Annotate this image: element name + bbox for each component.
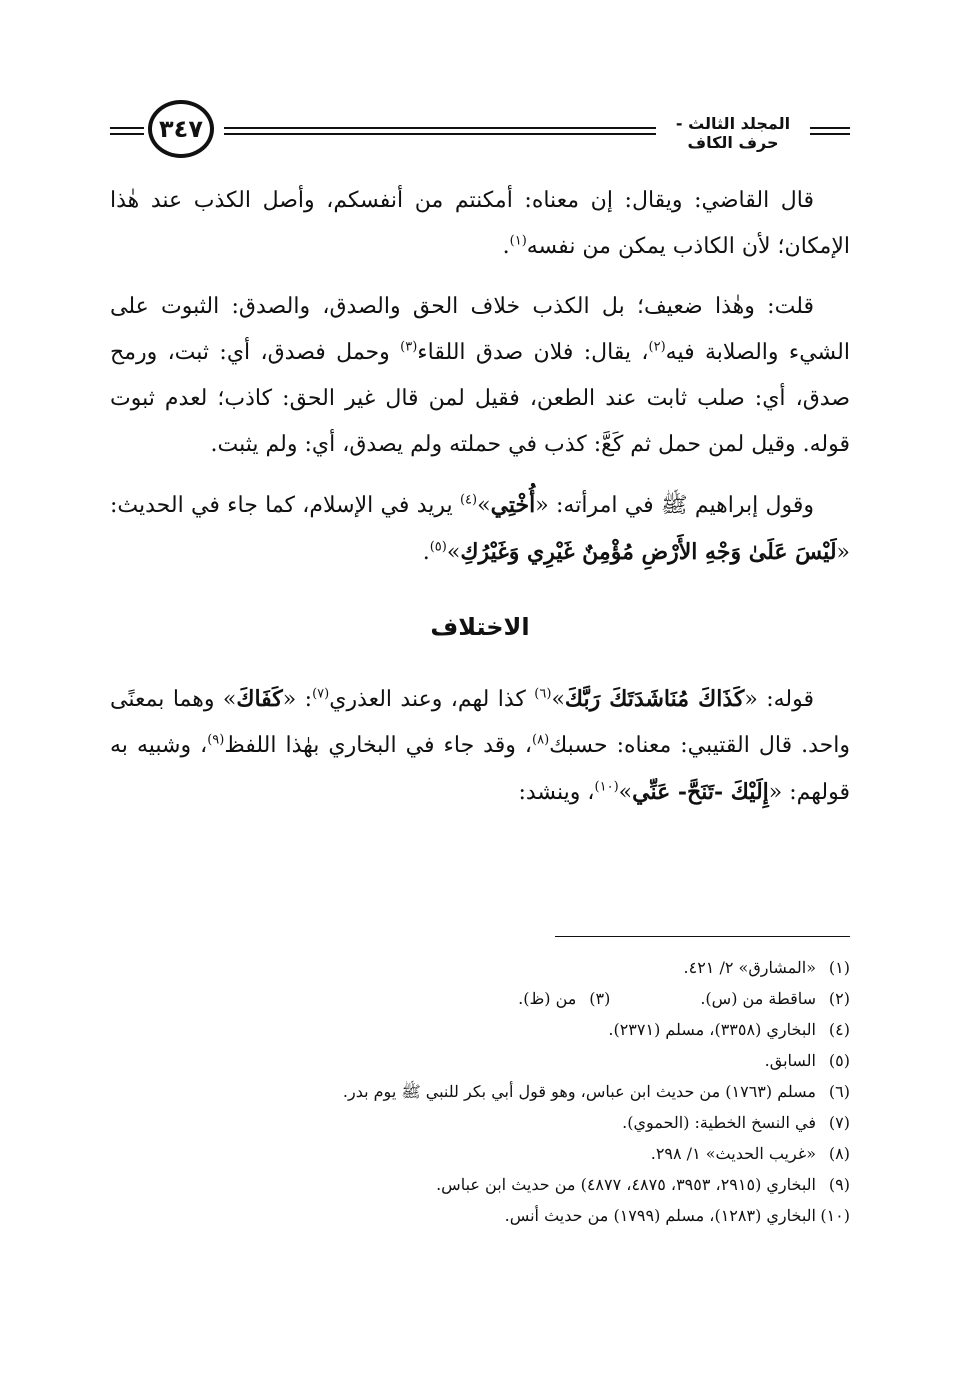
footnote-text: في النسخ الخطية: (الحموي). <box>622 1113 816 1132</box>
paragraph-2: قلت: وهٰذا ضعيف؛ بل الكذب خلاف الحق والصدق، والصدق: الثبوت على الشيء والصلابة فيه$^{(٢)}$، يقال: فلان صدق اللقاء$^{(٣)}$ وحمل فصدق، أي: ثبت، ورمح صدق، أي: صلب ثابت عند الطعن، فقيل لمن قال غير الحق: كاذب؛ لعدم ثبوت قوله. وقيل لمن حمل ثم كَعَّ: كذب في حملته ولم يصدق، أي: ولم يثبت. <box>110 294 850 457</box>
hadith-quote: كَذَاكَ مُنَاشَدَتَكَ رَبَّكَ <box>564 686 745 712</box>
footnote-number: (١) <box>828 958 850 977</box>
footnote-text: من (ظ). <box>518 989 577 1008</box>
footnotes-list <box>140 952 850 1231</box>
footnote-6 <box>140 1076 850 1107</box>
paragraph-1: قال القاضي: ويقال: إن معناه: أمكنتم من أنفسكم، وأصل الكذب عند هٰذا الإمكان؛ لأن الكاذب يمكن من نفسه$^{(١)}$. <box>110 188 850 259</box>
footnote-text: السابق. <box>764 1051 816 1070</box>
footnote-ref-3[interactable]: (٣) <box>400 339 418 355</box>
footnote-text: «المشارق» ٢/ ٤٢١. <box>683 958 816 977</box>
running-head: المجلد الثالث - حرف الكاف <box>675 114 791 152</box>
header-rule-middle <box>224 127 656 135</box>
page-number: ٣٤٧ <box>148 100 214 158</box>
footnote-ref-8[interactable]: (٨) <box>532 732 550 748</box>
footnote-number: (٧) <box>828 1113 850 1132</box>
header-rule-right <box>810 127 850 135</box>
footnote-number: (١٠) <box>820 1206 850 1225</box>
footnote-1 <box>140 952 850 983</box>
main-text <box>110 178 850 830</box>
footnote-ref-5[interactable]: (٥) <box>429 539 447 555</box>
footnote-separator <box>555 936 850 937</box>
footnote-text: مسلم (١٧٦٣) من حديث ابن عباس، وهو قول أبي بكر للنبي ﷺ يوم بدر. <box>342 1082 816 1101</box>
footnote-number: (٩) <box>828 1175 850 1194</box>
hadith-quote: لَيْسَ عَلَىٰ وَجْهِ الأَرْضِ مُؤْمِنٌ غَيْرِي وَغَيْرُكِ <box>460 539 837 565</box>
paragraph-4: قوله: «كَذَاكَ مُنَاشَدَتَكَ رَبَّكَ»$^{(٦)}$ كذا لهم، وعند العذري$^{(٧)}$: «كَفَاكَ» وهما بمعنًى واحد. قال القتيبي: معناه: حسبك$^{(٨)}$، وقد جاء في البخاري بهٰذا اللفظ$^{(٩)}$، وشبيه به قولهم: «إِلَيْكَ -تَنَحَّ- عَنِّي»$^{(١٠)}$، وينشد: <box>110 686 850 805</box>
page-header <box>110 100 850 160</box>
footnote-ref-4[interactable]: (٤) <box>459 492 478 508</box>
footnote-9 <box>140 1169 850 1200</box>
hadith-quote: أُخْتِي <box>490 492 536 518</box>
footnote-number: (٥) <box>828 1051 850 1070</box>
footnote-ref-2[interactable]: (٢) <box>648 339 666 355</box>
footnote-5 <box>140 1045 850 1076</box>
footnote-4 <box>140 1014 850 1045</box>
footnote-text: البخاري (٢٩١٥، ٣٩٥٣، ٤٨٧٥، ٤٨٧٧) من حديث ابن عباس. <box>436 1175 816 1194</box>
footnote-ref-10[interactable]: (١٠) <box>594 779 619 795</box>
footnote-ref-7[interactable]: (٧) <box>312 686 330 702</box>
section-title: الاختلاف <box>430 613 530 641</box>
footnote-7 <box>140 1107 850 1138</box>
footnote-text: البخاري (٣٣٥٨)، مسلم (٢٣٧١). <box>608 1020 816 1039</box>
footnote-text: البخاري (١٢٨٣)، مسلم (١٧٩٩) من حديث أنس. <box>504 1206 816 1225</box>
footnote-text: «غريب الحديث» ١/ ٢٩٨. <box>650 1144 816 1163</box>
footnote-number: (٣) <box>589 989 611 1008</box>
paragraph-3: وقول إبراهيم ﷺ في امرأته: «أُخْتِي»$^{(٤)}$ يريد في الإسلام، كما جاء في الحديث: «لَيْسَ عَلَىٰ وَجْهِ الأَرْضِ مُؤْمِنٌ غَيْرِي وَغَيْرُكِ»$^{(٥)}$. <box>110 492 850 565</box>
footnote-8 <box>140 1138 850 1169</box>
footnote-2-3 <box>140 983 850 1014</box>
hadith-quote: كَفَاكَ <box>236 686 283 712</box>
footnote-number: (٤) <box>828 1020 850 1039</box>
footnote-number: (٦) <box>828 1082 850 1101</box>
footnote-10 <box>140 1200 850 1231</box>
footnote-ref-9[interactable]: (٩) <box>207 732 225 748</box>
footnote-number: (٨) <box>828 1144 850 1163</box>
footnote-number: (٢) <box>828 989 850 1008</box>
footnote-ref-6[interactable]: (٦) <box>534 686 552 702</box>
hadith-quote: إِلَيْكَ -تَنَحَّ- عَنِّي <box>632 779 769 805</box>
footnote-text: ساقطة من (س). <box>700 989 816 1008</box>
footnote-ref-1[interactable]: (١) <box>509 233 527 249</box>
header-rule-left <box>110 127 144 135</box>
